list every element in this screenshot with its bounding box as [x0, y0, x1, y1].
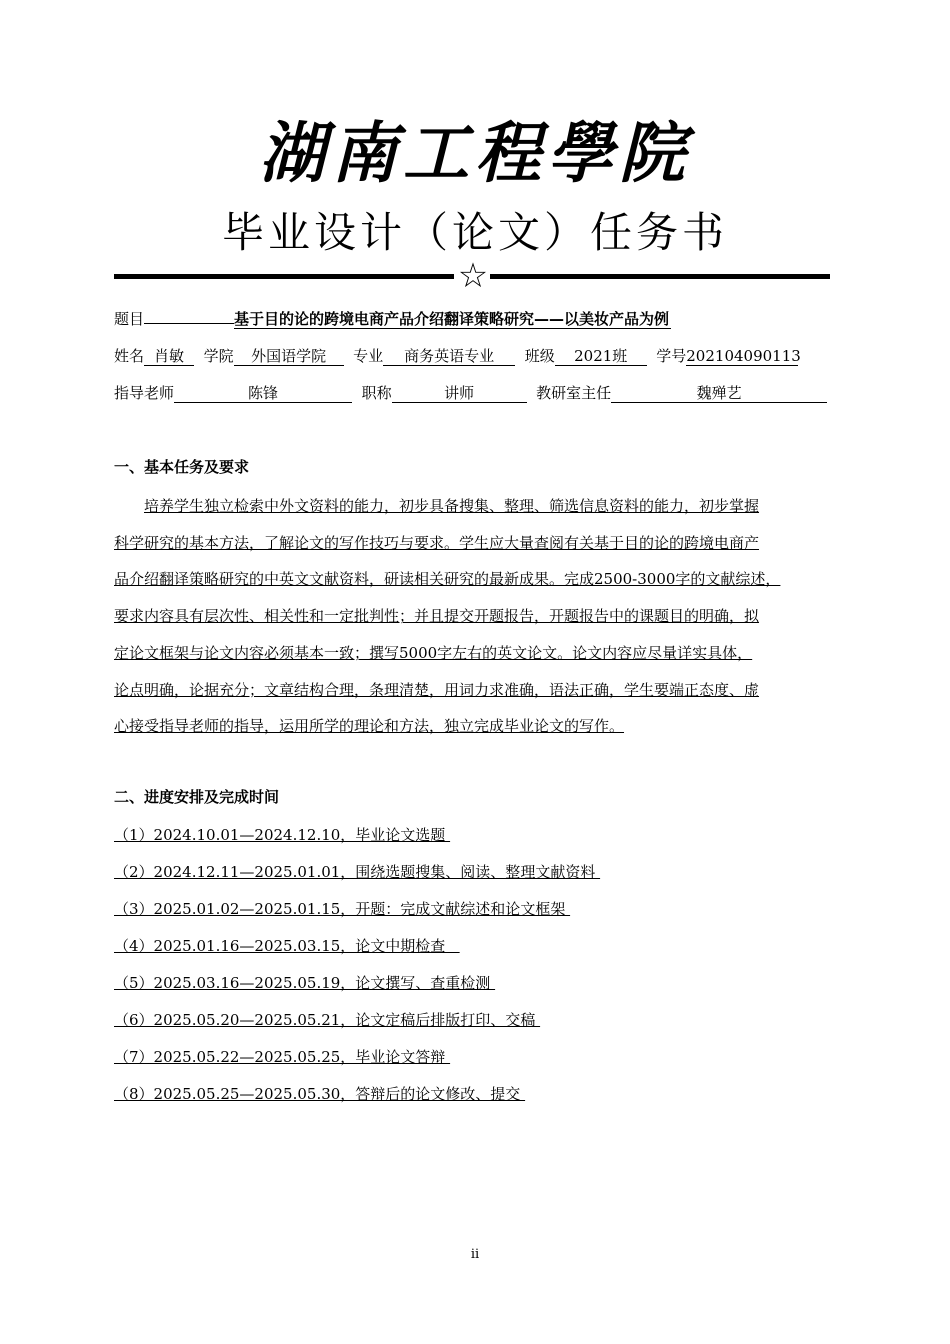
list-item: （8）2025.05.25—2025.05.30，答辩后的论文修改、提交 — [114, 1085, 526, 1103]
section2-heading: 二、进度安排及完成时间 — [114, 788, 280, 806]
college-label: 学院 — [203, 347, 234, 365]
major-label: 专业 — [353, 347, 384, 365]
director-label: 教研室主任 — [536, 384, 612, 402]
star-icon: ☆ — [457, 256, 489, 296]
topic-row — [114, 308, 671, 329]
body-line: 论点明确，论据充分；文章结构合理，条理清楚，用词力求准确，语法正确，学生要端正态度、虚 — [114, 680, 760, 699]
student-row — [114, 345, 801, 366]
body-line: 要求内容具有层次性、相关性和一定批判性；并且提交开题报告，开题报告中的课题目的明确，拟 — [114, 607, 760, 626]
id-label: 学号 — [656, 347, 687, 365]
university-logo: 湖南工程學院 — [259, 114, 691, 192]
document-title: 毕业设计（论文）任务书 — [221, 208, 728, 257]
advisor-label: 指导老师 — [114, 384, 175, 402]
list-item: （5）2025.03.16—2025.05.19，论文撰写、查重检测 — [114, 974, 496, 992]
advisor-row — [114, 382, 827, 403]
schedule-list — [114, 817, 600, 1113]
name-label: 姓名 — [114, 347, 145, 365]
name-value: 肖敏 — [144, 347, 194, 366]
advisor-value: 陈锋 — [174, 384, 352, 403]
section1-heading: 一、基本任务及要求 — [114, 458, 250, 476]
topic-label: 题目 — [114, 310, 145, 328]
body-line: 定论文框架与论文内容必须基本一致；撰写5000字左右的英文论文。论文内容应尽量详实具体， — [114, 643, 753, 662]
body-line: 培养学生独立检索中外文资料的能力，初步具备搜集、整理、筛选信息资料的能力，初步掌握 — [144, 497, 760, 515]
director-value: 魏殚艺 — [611, 384, 827, 403]
list-item: （3）2025.01.02—2025.01.15，开题：完成文献综述和论文框架 — [114, 900, 571, 918]
body-line: 心接受指导老师的指导，运用所学的理论和方法，独立完成毕业论文的写作。 — [114, 717, 625, 736]
rank-value: 讲师 — [392, 384, 527, 403]
page-number: ii — [470, 1247, 480, 1262]
rank-label: 职称 — [361, 384, 392, 402]
id-value: 202104090113 — [686, 347, 801, 365]
list-item: （4）2025.01.16—2025.03.15，论文中期检查 — [114, 937, 460, 955]
divider-left — [114, 274, 454, 279]
section1-body — [114, 488, 859, 745]
body-line: 品介绍翻译策略研究的中英文文献资料，研读相关研究的最新成果。完成2500-3000字的文献综述， — [114, 570, 781, 589]
divider-right — [490, 274, 830, 279]
topic-value: 基于目的论的跨境电商产品介绍翻译策略研究——以美妆产品为例 — [234, 310, 670, 328]
body-line: 科学研究的基本方法，了解论文的写作技巧与要求。学生应大量查阅有关基于目的论的跨境电商产 — [114, 533, 760, 552]
list-item: （7）2025.05.22—2025.05.25，毕业论文答辩 — [114, 1048, 451, 1066]
major-value: 商务英语专业 — [383, 347, 515, 366]
list-item: （6）2025.05.20—2025.05.21，论文定稿后排版打印、交稿 — [114, 1011, 541, 1029]
college-value: 外国语学院 — [234, 347, 344, 366]
list-item: （1）2024.10.01—2024.12.10，毕业论文选题 — [114, 826, 451, 844]
class-value: 2021班 — [555, 347, 647, 366]
class-label: 班级 — [524, 347, 555, 365]
list-item: （2）2024.12.11—2025.01.01，围绕选题搜集、阅读、整理文献资料 — [114, 863, 601, 881]
